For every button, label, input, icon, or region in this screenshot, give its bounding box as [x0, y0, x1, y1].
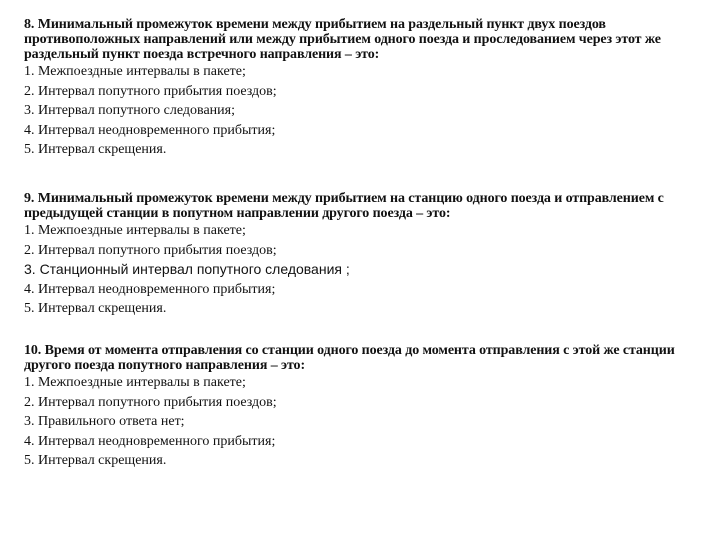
question-9-options — [24, 221, 704, 319]
question-10-text: 10. Время от момента отправления со станции одного поезда до момента отправления с этой же станции другого поезда попутного направления – это: — [24, 343, 675, 373]
option: 5. Интервал скрещения. — [24, 142, 167, 157]
option: 3. Станционный интервал попутного следования ; — [24, 261, 350, 277]
question-9 — [24, 191, 704, 319]
question-8-options — [24, 62, 704, 160]
question-10-options — [24, 373, 704, 471]
option: 4. Интервал неодновременного прибытия; — [24, 122, 276, 138]
option: 1. Межпоездные интервалы в пакете; — [24, 223, 246, 238]
option: 3. Интервал попутного следования; — [24, 103, 235, 118]
option: 5. Интервал скрещения. — [24, 301, 167, 316]
question-10 — [24, 343, 704, 471]
option: 4. Интервал неодновременного прибытия; — [24, 281, 276, 297]
question-8 — [24, 17, 704, 160]
option: 1. Межпоездные интервалы в пакете; — [24, 375, 246, 390]
option: 1. Межпоездные интервалы в пакете; — [24, 64, 246, 79]
question-8-text: 8. Минимальный промежуток времени между прибытием на раздельный пункт двух поездов противоположных направлений или между прибытием одного поезда и проследованием через этот же раздельный пункт поезда встречного направления – это: — [24, 17, 661, 62]
question-9-text: 9. Минимальный промежуток времени между прибытием на станцию одного поезда и отправлением с предыдущей станции в попутном направлении другого поезда – это: — [24, 191, 664, 221]
option: 5. Интервал скрещения. — [24, 453, 167, 468]
option: 3. Правильного ответа нет; — [24, 414, 185, 429]
option: 4. Интервал неодновременного прибытия; — [24, 433, 276, 449]
option: 2. Интервал попутного прибытия поездов; — [24, 394, 277, 410]
option: 2. Интервал попутного прибытия поездов; — [24, 242, 277, 258]
option: 2. Интервал попутного прибытия поездов; — [24, 83, 277, 99]
